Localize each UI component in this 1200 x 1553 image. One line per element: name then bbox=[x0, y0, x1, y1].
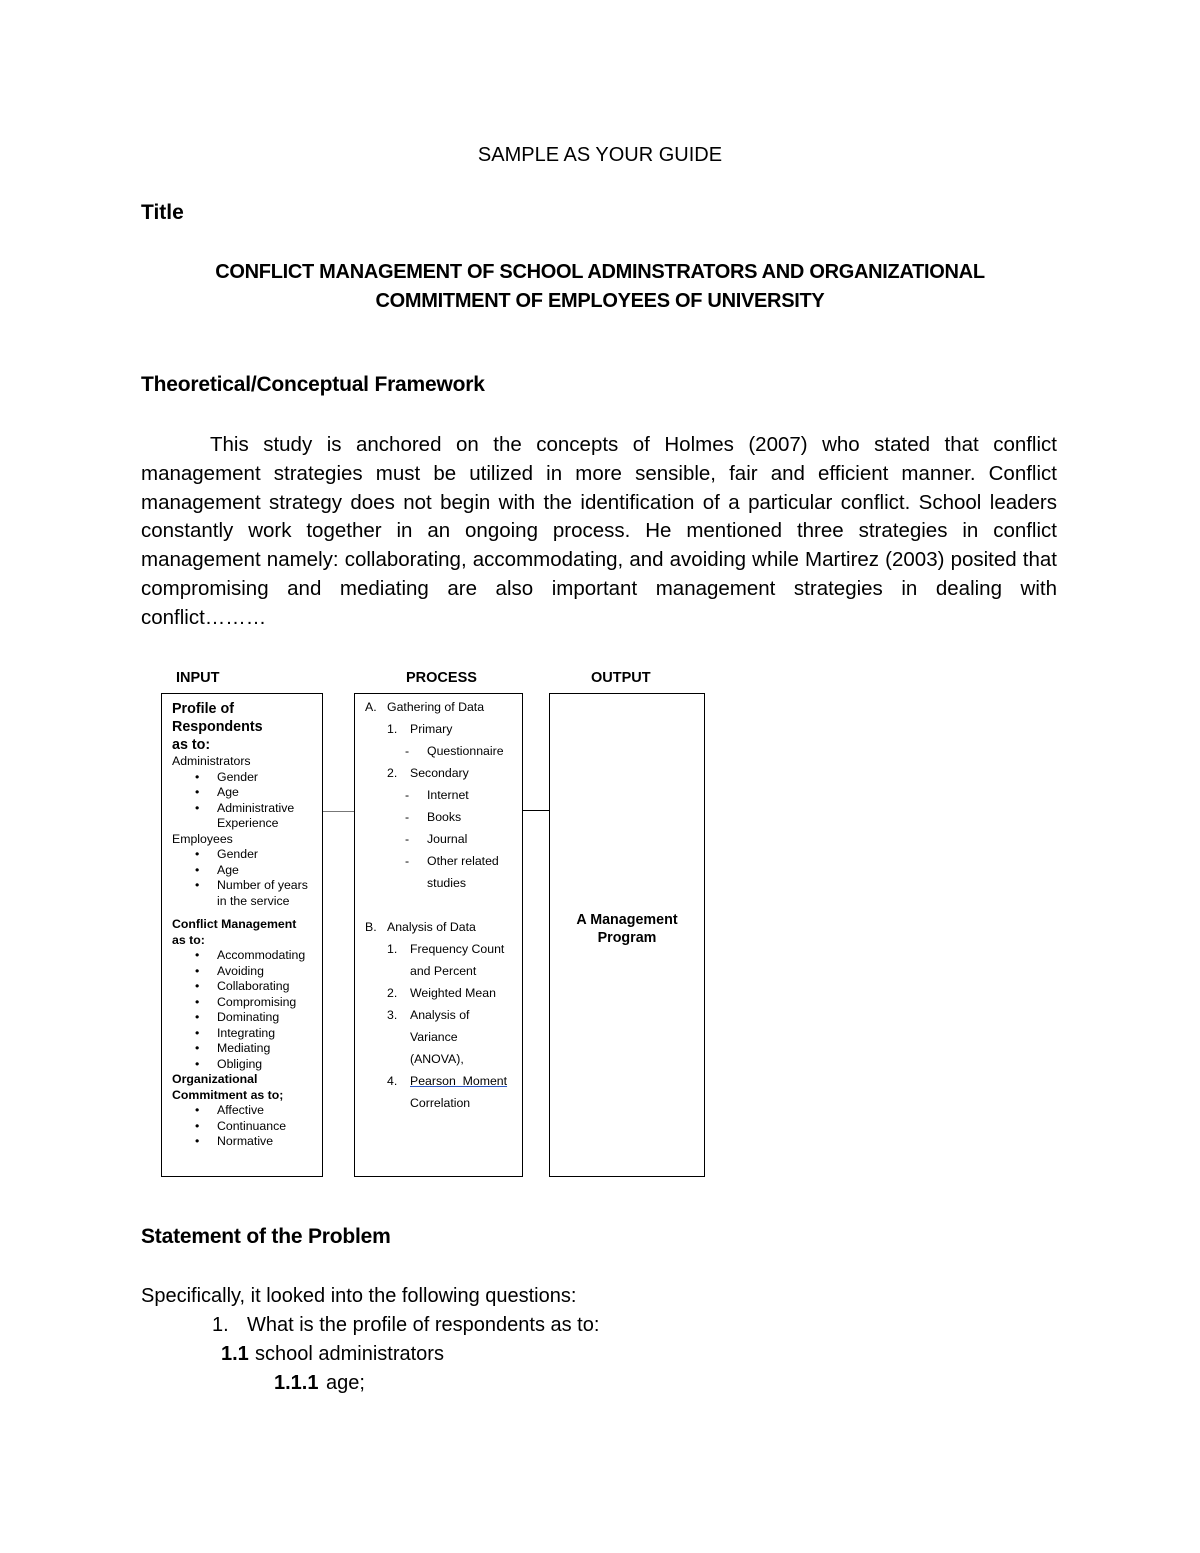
commitment-heading-line: Organizational bbox=[172, 1072, 258, 1086]
employees-label: Employees bbox=[172, 831, 233, 846]
process-text: Secondary bbox=[410, 766, 469, 780]
output-text bbox=[550, 911, 704, 947]
process-box bbox=[354, 693, 523, 1177]
process-text: Variance bbox=[410, 1030, 458, 1044]
administrators-label: Administrators bbox=[172, 754, 251, 768]
dash: - bbox=[405, 744, 410, 758]
list-item: • Age bbox=[217, 863, 322, 879]
list-item-continuation: in the service bbox=[217, 893, 290, 908]
list-item: • Accommodating bbox=[217, 948, 322, 964]
process-text: Weighted Mean bbox=[410, 986, 496, 1000]
question-number: 1. bbox=[212, 1314, 229, 1336]
dash: - bbox=[405, 854, 410, 868]
framework-paragraph: This study is anchored on the concepts of Holmes (2007) who stated that conflict management strategies must be utilized in more sensible, fair and efficient manner. Conflict management strategy does not begin with the identification of a particular conflict. School leaders constantly work together in an ongoing process. He mentioned three strategies in conflict management namely: collaborating, accommodating, and avoiding while Martirez (2003) posited that compromising and mediating are also important management strategies in dealing with conflict……… bbox=[141, 433, 1057, 629]
conflict-list bbox=[172, 948, 322, 1072]
process-text: Books bbox=[427, 810, 462, 824]
process-text: Frequency Count bbox=[410, 942, 505, 956]
list-item: • Affective bbox=[217, 1103, 322, 1119]
process-header: PROCESS bbox=[406, 670, 477, 686]
list-item: • Collaborating bbox=[217, 979, 322, 995]
main-title-line-2: COMMITMENT OF EMPLOYEES OF UNIVERSITY bbox=[375, 290, 825, 312]
question-number: 1.1 bbox=[221, 1343, 249, 1365]
list-item: • Integrating bbox=[217, 1026, 322, 1042]
dash: - bbox=[405, 788, 410, 802]
profile-heading-line: Profile of bbox=[172, 701, 234, 717]
process-label: A. bbox=[365, 700, 377, 714]
main-title-line-1: CONFLICT MANAGEMENT OF SCHOOL ADMINSTRATORS AND ORGANIZATIONAL bbox=[215, 261, 985, 283]
problem-intro: Specifically, it looked into the following questions: bbox=[141, 1285, 577, 1307]
process-num: 2. bbox=[387, 986, 398, 1000]
guide-heading: SAMPLE AS YOUR GUIDE bbox=[477, 144, 723, 166]
question-text: school administrators bbox=[255, 1343, 444, 1365]
list-item: • Avoiding bbox=[217, 964, 322, 980]
process-text: Journal bbox=[427, 832, 468, 846]
list-item-continuation: Experience bbox=[217, 816, 279, 830]
process-text: Analysis of Data bbox=[387, 920, 476, 934]
conflict-heading-line: as to: bbox=[172, 932, 205, 947]
commitment-heading bbox=[172, 1072, 322, 1103]
list-item: • Administrative bbox=[217, 801, 322, 817]
conflict-heading bbox=[172, 917, 322, 948]
process-num: 4. bbox=[387, 1074, 398, 1088]
profile-heading-line: as to: bbox=[172, 737, 211, 753]
list-item: • Compromising bbox=[217, 995, 322, 1011]
connector-line bbox=[322, 811, 355, 812]
process-text: and Percent bbox=[410, 964, 477, 978]
list-item: • Dominating bbox=[217, 1010, 322, 1026]
conflict-heading-line: Conflict Management bbox=[172, 917, 297, 931]
list-item: • Gender bbox=[217, 847, 322, 863]
process-text: Gathering of Data bbox=[387, 700, 485, 714]
process-num: 3. bbox=[387, 1008, 398, 1022]
process-text: (ANOVA), bbox=[410, 1052, 464, 1066]
problem-heading: Statement of the Problem bbox=[141, 1225, 391, 1248]
question-text: age; bbox=[326, 1372, 365, 1394]
process-text: Analysis of bbox=[410, 1008, 470, 1022]
framework-heading: Theoretical/Conceptual Framework bbox=[141, 373, 485, 396]
list-item: • Age bbox=[217, 785, 322, 801]
process-num: 1. bbox=[387, 942, 398, 956]
list-item: • Continuance bbox=[217, 1119, 322, 1135]
employees-list bbox=[172, 847, 322, 894]
process-text: Other related bbox=[427, 854, 499, 868]
input-box bbox=[161, 693, 323, 1177]
list-item: • Normative bbox=[217, 1134, 322, 1150]
question-text: What is the profile of respondents as to: bbox=[247, 1314, 600, 1336]
list-item: • Mediating bbox=[217, 1041, 322, 1057]
output-box bbox=[549, 693, 705, 1177]
process-text: Internet bbox=[427, 788, 469, 802]
input-header: INPUT bbox=[176, 670, 220, 686]
process-text: Primary bbox=[410, 722, 453, 736]
process-text: studies bbox=[427, 876, 466, 890]
output-line: A Management bbox=[576, 912, 678, 928]
output-line: Program bbox=[597, 930, 657, 946]
profile-heading-line: Respondents bbox=[172, 719, 263, 735]
process-text: Questionnaire bbox=[427, 744, 504, 758]
process-num: 2. bbox=[387, 766, 398, 780]
list-item: • Gender bbox=[217, 770, 322, 786]
process-text: Pearson Moment bbox=[410, 1074, 508, 1088]
title-label: Title bbox=[141, 201, 184, 224]
main-title bbox=[0, 258, 1200, 316]
process-num: 1. bbox=[387, 722, 398, 736]
process-label: B. bbox=[365, 920, 377, 934]
connector-line bbox=[522, 810, 550, 811]
administrators-list bbox=[172, 770, 322, 817]
commitment-heading-line: Commitment as to; bbox=[172, 1087, 284, 1102]
output-header: OUTPUT bbox=[591, 670, 651, 686]
input-content bbox=[172, 700, 322, 1150]
commitment-list bbox=[172, 1103, 322, 1150]
list-item: • Number of years bbox=[217, 878, 322, 894]
process-text: Correlation bbox=[410, 1096, 471, 1110]
profile-heading bbox=[172, 700, 322, 754]
list-item: • Obliging bbox=[217, 1057, 322, 1073]
question-number: 1.1.1 bbox=[274, 1372, 319, 1394]
dash: - bbox=[405, 832, 410, 846]
dash: - bbox=[405, 810, 410, 824]
